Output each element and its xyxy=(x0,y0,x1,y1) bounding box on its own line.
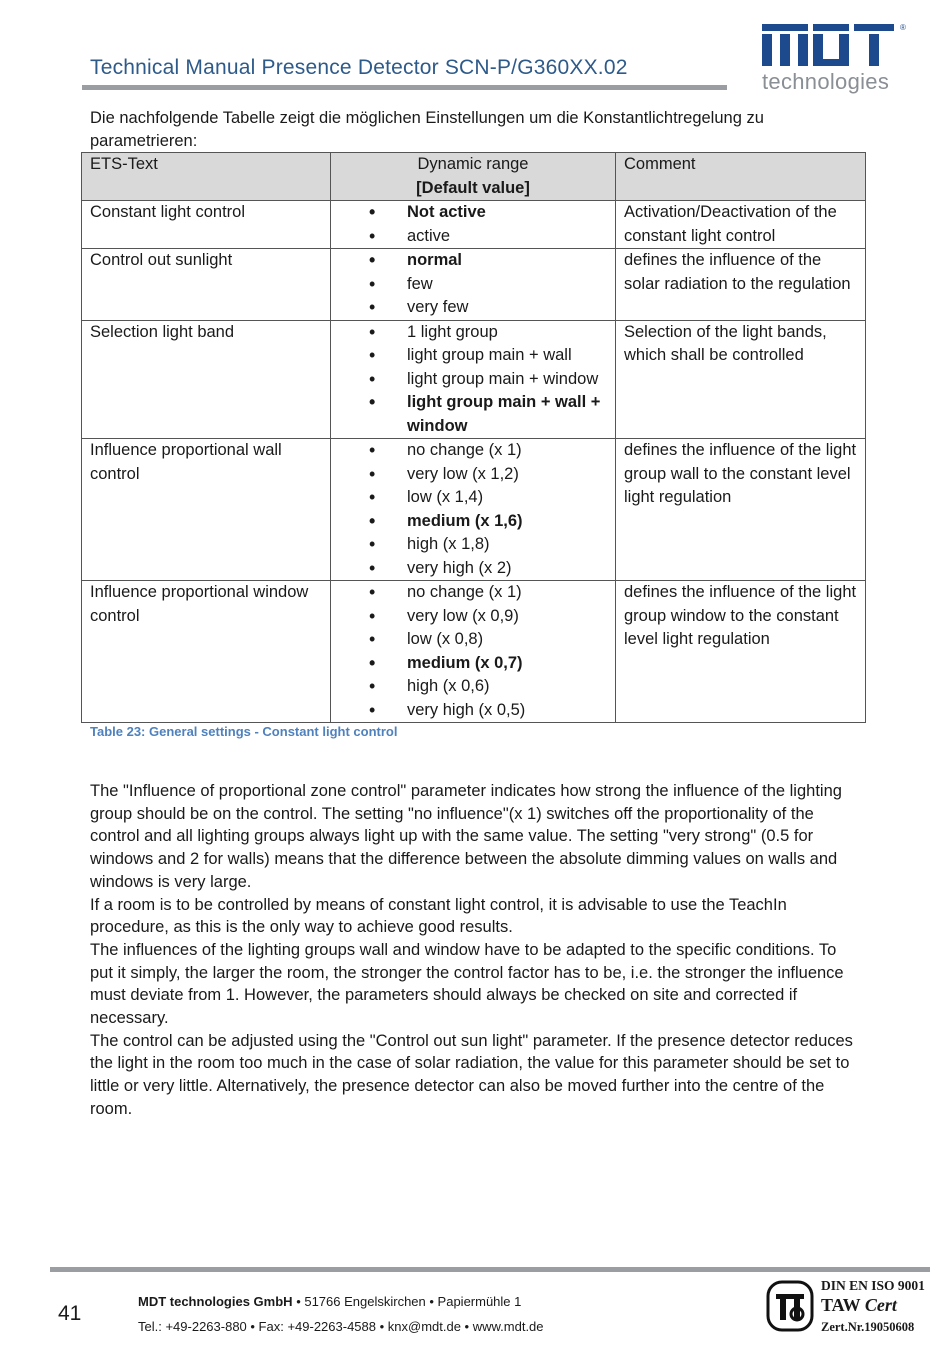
cert-taw xyxy=(821,1295,897,1316)
body-text xyxy=(90,780,860,1121)
paragraph: If a room is to be controlled by means of constant light control, it is advisable to use the TeachIn procedure, as this is the only way to achieve good results. xyxy=(90,895,787,937)
document-title: Technical Manual Presence Detector SCN-P/G360XX.02 xyxy=(90,56,628,79)
settings-table xyxy=(81,152,866,723)
option-item: • few xyxy=(369,273,607,297)
logo-subtitle: technologies xyxy=(762,69,890,94)
ets-text-cell: Influence proportional window control xyxy=(82,581,331,723)
comment-cell: Selection of the light bands, which shall be controlled xyxy=(616,320,866,439)
option-item: • light group main + wall xyxy=(369,344,607,368)
ets-text-cell: Control out sunlight xyxy=(82,249,331,321)
option-list xyxy=(339,439,607,580)
table-row xyxy=(82,439,866,581)
option-item-default: • Not active xyxy=(369,201,607,225)
comment-cell: defines the influence of the light group window to the constant level light regulation xyxy=(616,581,866,723)
option-item-default: • medium (x 0,7) xyxy=(369,652,607,676)
header-divider xyxy=(82,85,727,90)
option-item: • very high (x 2) xyxy=(369,557,607,581)
option-item: • high (x 1,8) xyxy=(369,533,607,557)
option-list xyxy=(339,201,607,248)
paragraph: The control can be adjusted using the "Control out sun light" parameter. If the presence detector reduces the light in the room too much in the case of solar radiation, the value for this parameter should be set to little or very little. Alternatively, the presence detector can also be moved further into the centre of the room. xyxy=(90,1031,853,1118)
dynamic-range-cell xyxy=(331,439,616,581)
option-item-default: • normal xyxy=(369,249,607,273)
intro-text: Die nachfolgende Tabelle zeigt die möglichen Einstellungen um die Konstantlichtregelung zu parametrieren: xyxy=(90,109,764,150)
company-name: MDT technologies GmbH xyxy=(138,1294,293,1309)
option-item: • very low (x 0,9) xyxy=(369,605,607,629)
ets-text-cell: Selection light band xyxy=(82,320,331,439)
footer-company xyxy=(138,1294,521,1309)
dynamic-range-cell xyxy=(331,249,616,321)
dynamic-range-cell xyxy=(331,320,616,439)
taw-seal-icon xyxy=(766,1278,814,1336)
option-item: • no change (x 1) xyxy=(369,581,607,605)
option-item: • light group main + window xyxy=(369,368,607,392)
option-list xyxy=(339,249,607,320)
cert-word: Cert xyxy=(864,1295,897,1315)
option-item: • 1 light group xyxy=(369,321,607,345)
paragraph: The influences of the lighting groups wall and window have to be adapted to the specific conditions. To put it simply, the larger the room, the stronger the control factor has to be, i.e. the stronger the influence must deviate from 1. However, the parameters should always be checked on site and corrected if necessary. xyxy=(90,940,844,1028)
paragraph: The "Influence of proportional zone control" parameter indicates how strong the influence of the lighting group should be on the control. The setting "no influence"(x 1) switches off the proportionality of the control and all lighting groups always light up with the same value. The setting "very strong" (0.5 for windows and 2 for walls) means that the difference between the absolute dimming values on walls and windows is very large. xyxy=(90,782,842,891)
table-caption: Table 23: General settings - Constant light control xyxy=(90,724,398,739)
ets-text-cell: Constant light control xyxy=(82,201,331,249)
company-address: • 51766 Engelskirchen • Papiermühle 1 xyxy=(296,1294,522,1309)
certification-seal xyxy=(766,1278,936,1338)
table-header-row xyxy=(82,153,866,201)
option-item: • no change (x 1) xyxy=(369,439,607,463)
option-item: • high (x 0,6) xyxy=(369,675,607,699)
header-comment: Comment xyxy=(616,153,866,201)
header-range-label: Dynamic range xyxy=(417,155,529,173)
option-list xyxy=(339,321,607,439)
option-item-default: • medium (x 1,6) xyxy=(369,510,607,534)
comment-cell: defines the influence of the light group wall to the constant level light regulation xyxy=(616,439,866,581)
header-dynamic-range xyxy=(331,153,616,201)
mdt-logo xyxy=(760,20,910,98)
footer-divider xyxy=(50,1267,930,1272)
comment-cell: Activation/Deactivation of the constant light control xyxy=(616,201,866,249)
table-row xyxy=(82,249,866,321)
ets-text-cell: Influence proportional wall control xyxy=(82,439,331,581)
cert-standard: DIN EN ISO 9001 xyxy=(821,1278,925,1293)
table-body xyxy=(82,201,866,723)
option-list xyxy=(339,581,607,722)
table-row xyxy=(82,320,866,439)
option-item: • active xyxy=(369,225,607,249)
page-number: 41 xyxy=(58,1302,82,1325)
dynamic-range-cell xyxy=(331,581,616,723)
header-ets-text: ETS-Text xyxy=(82,153,331,201)
option-item: • low (x 1,4) xyxy=(369,486,607,510)
mdt-logo-mark xyxy=(760,20,910,70)
option-item: • very low (x 1,2) xyxy=(369,463,607,487)
option-item: • low (x 0,8) xyxy=(369,628,607,652)
option-item: • very high (x 0,5) xyxy=(369,699,607,723)
footer-contact: Tel.: +49-2263-880 • Fax: +49-2263-4588 • knx@mdt.de • www.mdt.de xyxy=(138,1319,544,1334)
comment-cell: defines the influence of the solar radiation to the regulation xyxy=(616,249,866,321)
header-default-label: [Default value] xyxy=(416,178,530,197)
table-row xyxy=(82,201,866,249)
cert-taw-word: TAW xyxy=(821,1295,861,1315)
dynamic-range-cell xyxy=(331,201,616,249)
table-row xyxy=(82,581,866,723)
cert-number: Zert.Nr.19050608 xyxy=(821,1320,915,1334)
svg-text:®: ® xyxy=(900,23,906,32)
option-item-default: • light group main + wall + window xyxy=(369,391,607,438)
option-item: • very few xyxy=(369,296,607,320)
